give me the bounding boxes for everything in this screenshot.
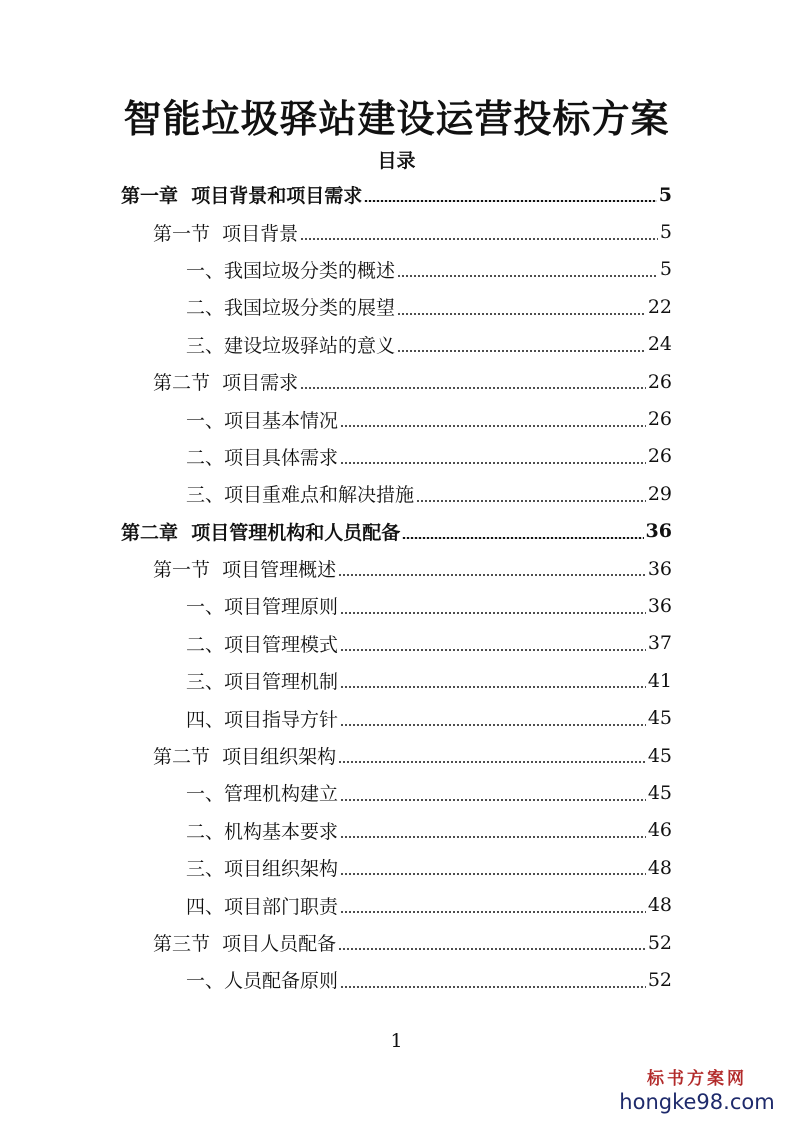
toc-dot-leader xyxy=(300,387,646,389)
toc-entry-title: 一、项目管理原则 xyxy=(186,596,339,619)
toc-entry[interactable] xyxy=(0,849,793,886)
toc-entry[interactable] xyxy=(0,924,793,961)
toc-dot-leader xyxy=(340,724,646,726)
watermark-logo xyxy=(617,1068,777,1114)
toc-entry-page: 26 xyxy=(647,370,672,393)
toc-entry-page: 26 xyxy=(647,445,672,468)
toc-entry[interactable] xyxy=(0,737,793,774)
toc-entry[interactable] xyxy=(0,400,793,437)
toc-dot-leader xyxy=(397,350,646,352)
watermark-url: hongke98.com xyxy=(619,1090,775,1114)
toc-entry-title: 第二节 项目组织架构 xyxy=(153,746,337,769)
toc-entry[interactable] xyxy=(0,475,793,512)
toc-dot-leader xyxy=(340,686,646,688)
table-of-contents xyxy=(0,176,793,999)
toc-entry-page: 41 xyxy=(647,669,672,692)
toc-entry-page: 36 xyxy=(647,557,672,580)
toc-entry[interactable] xyxy=(0,625,793,662)
watermark-name: 标书方案网 xyxy=(647,1069,747,1089)
toc-entry-page: 5 xyxy=(658,183,672,206)
toc-entry-page: 52 xyxy=(647,968,672,991)
toc-entry-page: 5 xyxy=(659,221,672,244)
toc-dot-leader xyxy=(338,761,646,763)
toc-entry-page: 29 xyxy=(647,482,672,505)
toc-dot-leader xyxy=(364,200,657,202)
toc-entry-title: 二、项目具体需求 xyxy=(186,446,339,469)
toc-entry[interactable] xyxy=(0,363,793,400)
toc-dot-leader xyxy=(338,574,646,576)
toc-entry-title: 四、项目指导方针 xyxy=(186,708,339,731)
toc-entry-title: 第三节 项目人员配备 xyxy=(153,933,337,955)
toc-entry[interactable] xyxy=(0,513,793,550)
toc-dot-leader xyxy=(340,649,646,651)
toc-dot-leader xyxy=(340,799,646,801)
toc-entry-title: 四、项目部门职责 xyxy=(186,895,339,918)
toc-dot-leader xyxy=(300,238,658,240)
toc-entry[interactable] xyxy=(0,288,793,325)
toc-entry-page: 26 xyxy=(647,408,672,431)
toc-entry[interactable] xyxy=(0,587,793,624)
toc-entry-title: 一、项目基本情况 xyxy=(186,409,339,432)
toc-entry[interactable] xyxy=(0,886,793,923)
toc-dot-leader xyxy=(340,425,646,427)
toc-entry-page: 45 xyxy=(647,707,672,730)
toc-entry-title: 三、建设垃圾驿站的意义 xyxy=(186,334,396,357)
toc-entry-page: 45 xyxy=(647,781,672,804)
document-title: 智能垃圾驿站建设运营投标方案 xyxy=(123,96,670,141)
toc-dot-leader xyxy=(340,612,646,614)
toc-entry[interactable] xyxy=(0,812,793,849)
toc-dot-leader xyxy=(416,500,646,502)
toc-entry[interactable] xyxy=(0,961,793,998)
toc-entry-page: 48 xyxy=(647,856,672,879)
toc-dot-leader xyxy=(338,948,646,950)
toc-entry[interactable] xyxy=(0,699,793,736)
toc-entry-title: 一、人员配备原则 xyxy=(186,970,339,993)
toc-entry-page: 37 xyxy=(647,632,672,655)
toc-dot-leader xyxy=(340,836,646,838)
toc-entry-title: 一、管理机构建立 xyxy=(186,783,339,806)
toc-dot-leader xyxy=(340,462,646,464)
toc-entry[interactable] xyxy=(0,251,793,288)
toc-entry-page: 22 xyxy=(647,295,672,318)
toc-entry[interactable] xyxy=(0,550,793,587)
toc-entry-page: 36 xyxy=(647,594,672,617)
page-number: 1 xyxy=(390,1030,403,1052)
toc-entry-title: 三、项目管理机制 xyxy=(186,671,339,694)
toc-entry-page: 46 xyxy=(647,819,672,842)
toc-entry-title: 二、项目管理模式 xyxy=(186,633,339,656)
toc-entry-title: 二、我国垃圾分类的展望 xyxy=(186,297,396,320)
toc-dot-leader xyxy=(397,275,658,277)
toc-entry-title: 第一节 项目管理概述 xyxy=(153,559,337,582)
toc-dot-leader xyxy=(340,911,646,913)
toc-dot-leader xyxy=(397,313,646,315)
toc-entry-title: 三、项目重难点和解决措施 xyxy=(186,484,415,507)
toc-entry[interactable] xyxy=(0,326,793,363)
toc-entry[interactable] xyxy=(0,662,793,699)
toc-entry[interactable] xyxy=(0,213,793,250)
toc-entry-title: 第一节 项目背景 xyxy=(153,222,299,245)
toc-entry-page: 36 xyxy=(645,520,672,543)
toc-entry-title: 一、我国垃圾分类的概述 xyxy=(186,259,396,282)
toc-heading: 目录 xyxy=(377,150,416,172)
toc-dot-leader xyxy=(340,986,646,988)
toc-dot-leader xyxy=(340,873,646,875)
toc-entry-page: 52 xyxy=(647,931,672,954)
toc-entry-page: 48 xyxy=(647,894,672,917)
toc-entry[interactable] xyxy=(0,774,793,811)
toc-entry-page: 5 xyxy=(659,258,672,281)
toc-entry[interactable] xyxy=(0,438,793,475)
toc-entry-title: 第二节 项目需求 xyxy=(153,372,299,395)
toc-entry-page: 24 xyxy=(647,333,672,356)
toc-entry-title: 二、机构基本要求 xyxy=(186,820,339,843)
toc-entry-title: 第一章 项目背景和项目需求 xyxy=(121,185,363,208)
toc-dot-leader xyxy=(402,537,643,539)
toc-entry-title: 第二章 项目管理机构和人员配备 xyxy=(121,521,401,544)
toc-entry[interactable] xyxy=(0,176,793,213)
toc-entry-title: 三、项目组织架构 xyxy=(186,858,339,881)
toc-entry-page: 45 xyxy=(647,744,672,767)
